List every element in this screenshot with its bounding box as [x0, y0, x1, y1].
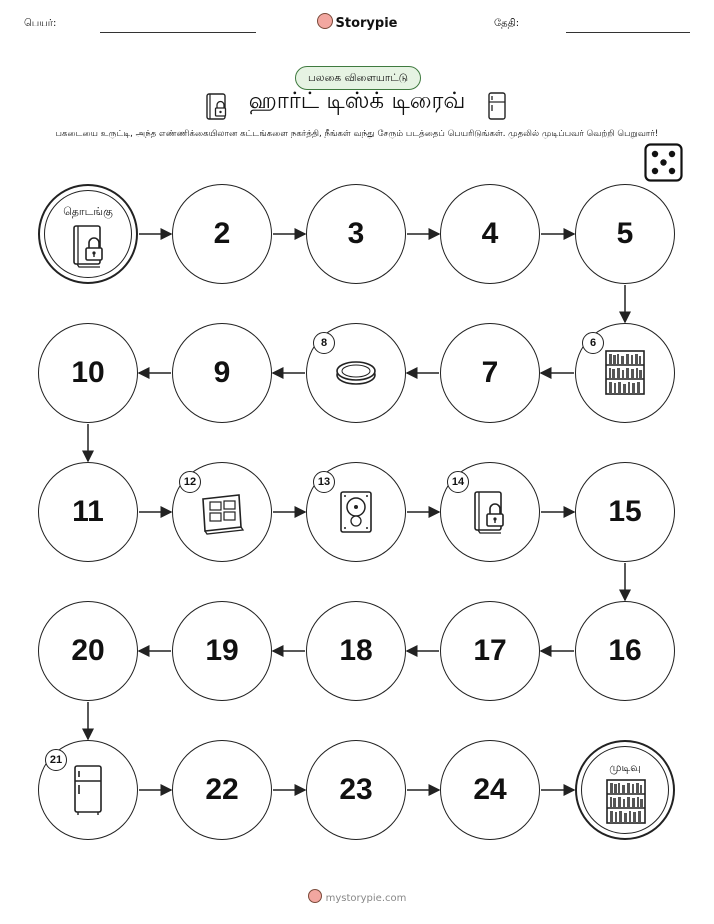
storypie-mascot-icon: [308, 889, 322, 903]
board-space-13[interactable]: [306, 462, 406, 562]
bookshelf-icon: [603, 349, 647, 401]
date-label: தேதி:: [494, 18, 520, 29]
space-number: 23: [339, 773, 373, 806]
board-space-22[interactable]: [172, 740, 272, 840]
space-number: 17: [473, 634, 507, 667]
space-number-badge: 21: [45, 749, 67, 771]
space-label: தொடங்கு: [63, 205, 113, 218]
board-space-9[interactable]: [172, 323, 272, 423]
space-number: 5: [616, 217, 634, 250]
board-space-16[interactable]: [575, 601, 675, 701]
board-space-17[interactable]: [440, 601, 540, 701]
space-number: 7: [481, 356, 499, 389]
board-space-14[interactable]: [440, 462, 540, 562]
instructions: பகடையை உருட்டி, அந்த எண்ணிக்கையிலான கட்டங்களை நகர்த்தி, நீங்கள் வந்து சேரும் படத்தைப் பெயரிடுங்கள். முதலில் முடிப்பவர் வெற்றி பெறுவார்!: [55, 129, 659, 139]
space-number: 19: [205, 634, 239, 667]
board-space-18[interactable]: [306, 601, 406, 701]
board-space-12[interactable]: [172, 462, 272, 562]
board-space-11[interactable]: [38, 462, 138, 562]
footer: [0, 889, 714, 904]
space-number: 10: [71, 356, 105, 389]
board-space-19[interactable]: [172, 601, 272, 701]
locked-book-icon: [69, 223, 109, 273]
board-space-23[interactable]: [306, 740, 406, 840]
board-space-20[interactable]: [38, 601, 138, 701]
board-game-badge: பலகை விளையாட்டு: [295, 66, 421, 90]
tablet-book-icon: [199, 489, 245, 539]
board-space-7[interactable]: [440, 323, 540, 423]
space-number: 16: [608, 634, 642, 667]
finish-space[interactable]: [575, 740, 675, 840]
board-space-15[interactable]: [575, 462, 675, 562]
space-number: 11: [72, 495, 104, 528]
space-number: 22: [205, 773, 239, 806]
refrigerator-icon: [71, 764, 105, 820]
board-space-3[interactable]: [306, 184, 406, 284]
board-space-21[interactable]: [38, 740, 138, 840]
space-number-badge: 6: [582, 332, 604, 354]
space-number: 3: [347, 217, 365, 250]
space-number: 9: [213, 356, 231, 389]
space-number-badge: 12: [179, 471, 201, 493]
page-title: ஹார்ட் டிஸ்க் டிரைவ்: [248, 88, 466, 114]
space-number-badge: 14: [447, 471, 469, 493]
space-number-badge: 13: [313, 471, 335, 493]
space-number-badge: 8: [313, 332, 335, 354]
hard-drive-icon: [338, 489, 374, 539]
locked-book-icon: [470, 489, 510, 539]
board-space-4[interactable]: [440, 184, 540, 284]
board-space-2[interactable]: [172, 184, 272, 284]
space-number: 20: [71, 634, 105, 667]
footer-url[interactable]: mystorypie.com: [325, 893, 407, 904]
space-number: 24: [473, 773, 507, 806]
board-space-6[interactable]: [575, 323, 675, 423]
board-space-8[interactable]: [306, 323, 406, 423]
board-space-24[interactable]: [440, 740, 540, 840]
space-number: 2: [213, 217, 231, 250]
space-number: 15: [608, 495, 642, 528]
bookshelf-icon: [604, 778, 648, 830]
space-number: 4: [481, 217, 499, 250]
space-label: முடிவு: [609, 761, 641, 774]
board-space-10[interactable]: [38, 323, 138, 423]
brand-name: Storypie: [335, 16, 398, 31]
space-number: 18: [339, 634, 373, 667]
board-space-5[interactable]: [575, 184, 675, 284]
start-space[interactable]: [38, 184, 138, 284]
name-label: பெயர்:: [24, 18, 57, 29]
coin-icon: [334, 358, 378, 392]
